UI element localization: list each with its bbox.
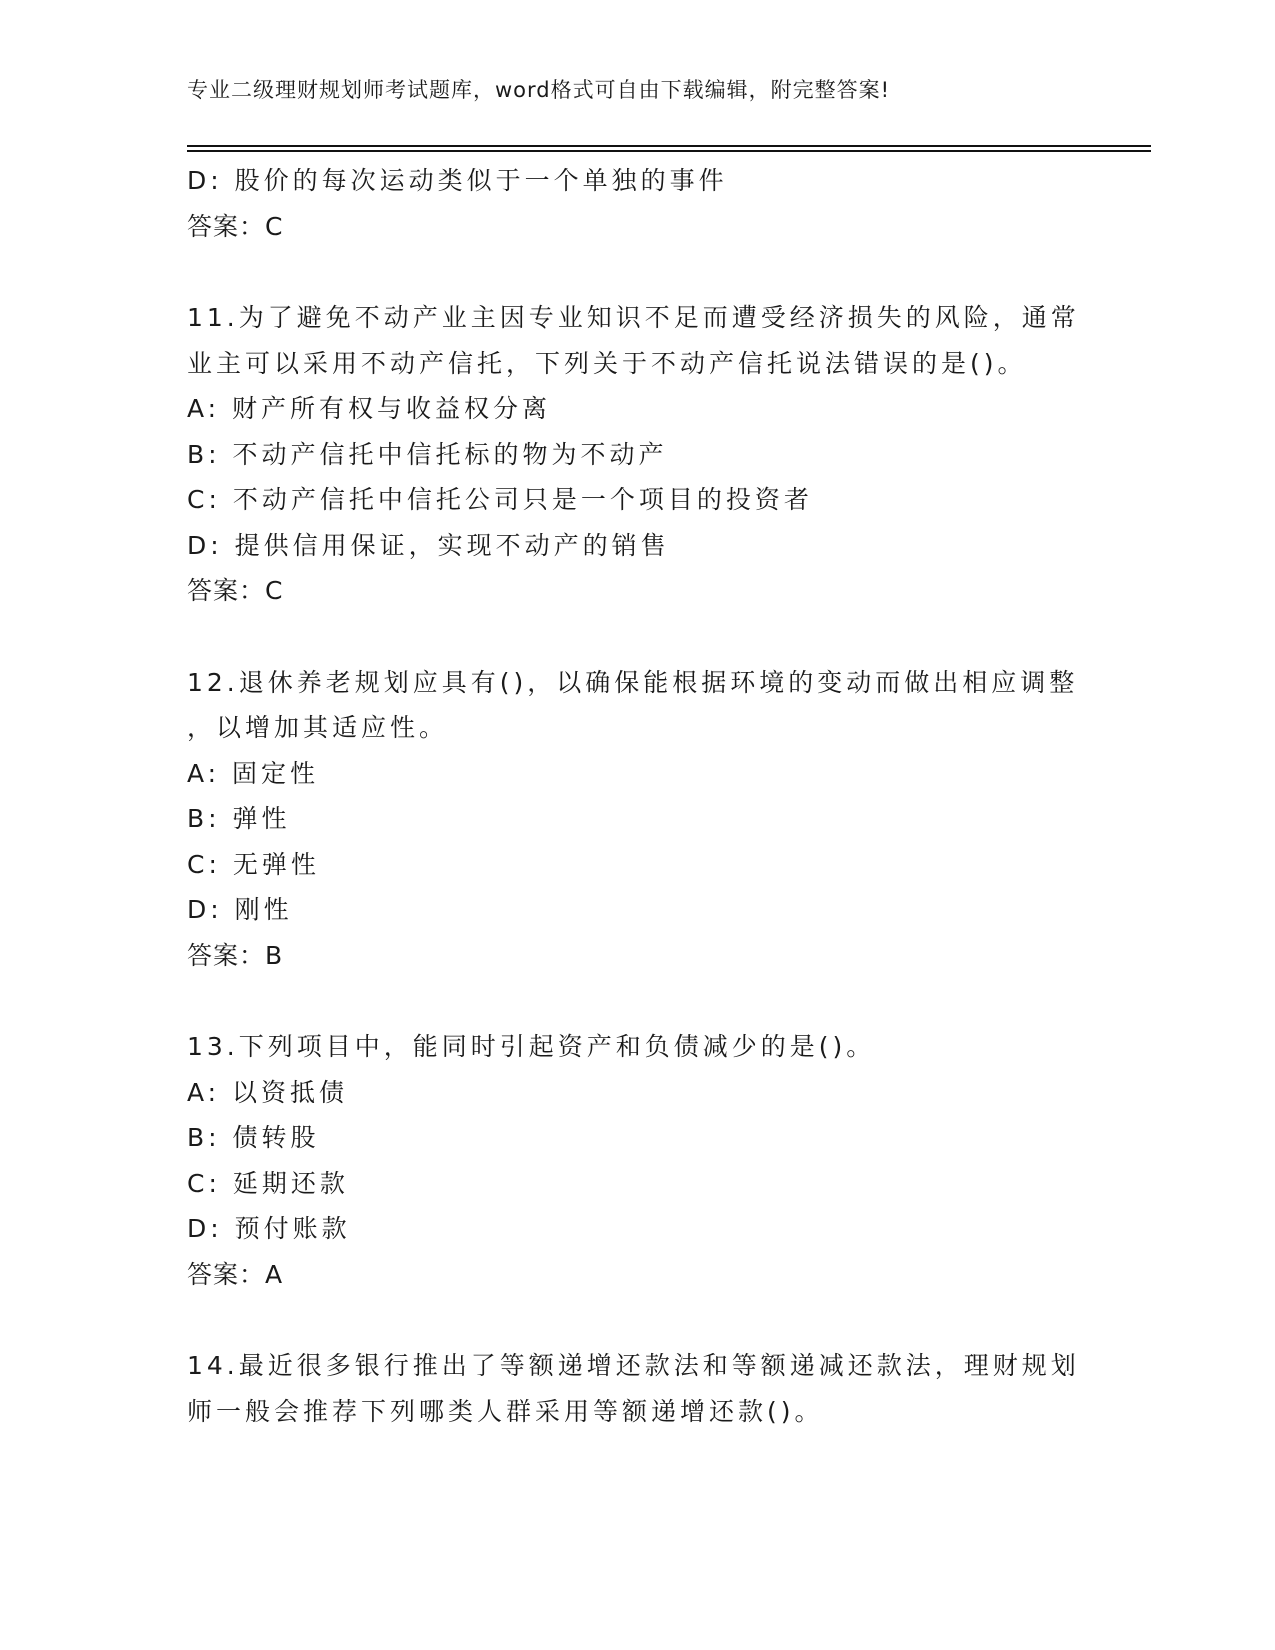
answer: 答案：A [187,1259,284,1289]
option-d: D: 提供信用保证，实现不动产的销售 [187,530,670,560]
question-stem-line: 12.退休养老规划应具有()，以确保能根据环境的变动而做出相应调整 [187,667,1079,697]
question-stem-line: 14.最近很多银行推出了等额递增还款法和等额递减还款法，理财规划 [187,1351,1080,1380]
spacer [187,249,1077,295]
option-c: C: 不动产信托中信托公司只是一个项目的投资者 [187,485,813,514]
prev-option-d: D: 股价的每次运动类似于一个单独的事件 [187,166,728,195]
option-a: A: 固定性 [187,758,320,788]
page-header: 专业二级理财规划师考试题库，word格式可自由下载编辑，附完整答案! [187,78,891,102]
question-13 [187,1024,1077,1297]
answer: 答案：C [187,576,284,605]
question-11 [187,295,1080,614]
question-stem-line: 13.下列项目中，能同时引起资产和负债减少的是()。 [187,1032,876,1061]
question-stem-line: 师一般会推荐下列哪类人群采用等额递增还款()。 [187,1396,824,1426]
option-b: B: 债转股 [187,1123,320,1152]
option-c: C: 无弹性 [187,849,320,879]
question-content [187,158,1080,1434]
option-b: B: 不动产信托中信托标的物为不动产 [187,439,668,469]
option-d: D: 刚性 [187,895,293,924]
spacer [187,1297,1077,1343]
option-d: D: 预付账款 [187,1214,351,1243]
header-rule-top [187,145,1151,147]
option-a: A: 以资抵债 [187,1077,349,1107]
header-rule-bottom [187,150,1151,152]
question-stem-line: ，以增加其适应性。 [187,713,449,742]
question-stem-line: 11.为了避免不动产业主因专业知识不足而遭受经济损失的风险，通常 [187,303,1080,332]
option-a: A: 财产所有权与收益权分离 [187,394,552,423]
question-12 [187,660,1077,979]
prev-answer: 答案：C [187,211,284,241]
option-c: C: 延期还款 [187,1168,349,1198]
question-stem-line: 业主可以采用不动产信托，下列关于不动产信托说法错误的是()。 [187,348,1027,378]
question-14 [187,1343,1080,1434]
option-b: B: 弹性 [187,804,291,833]
spacer [187,614,1077,660]
spacer [187,978,1077,1024]
answer: 答案：B [187,940,284,970]
